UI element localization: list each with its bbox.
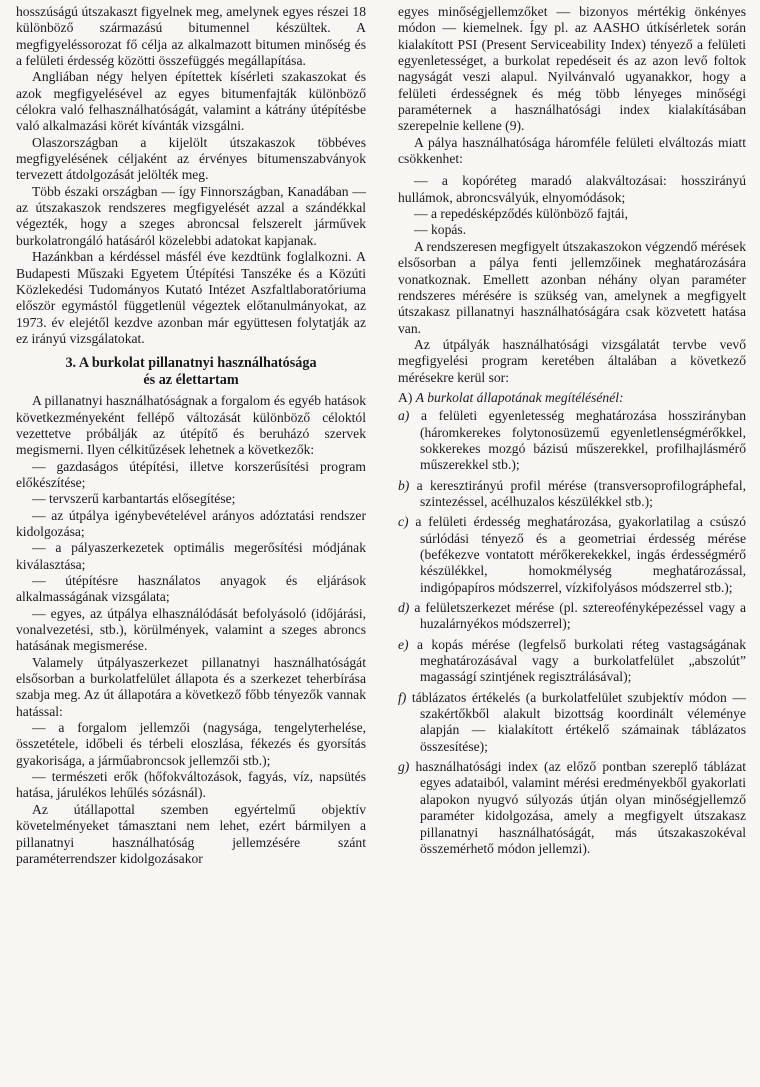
dash-list-item: — a pályaszerkezetek optimális megerősítési módjának kiválasztása; bbox=[16, 540, 366, 572]
dash-list-item: — a kopóréteg maradó alakváltozásai: hosszirányú hullámok, abroncsvályúk, elnyomódások; bbox=[398, 173, 746, 205]
section-heading-line-1: 3. A burkolat pillanatnyi használhatósága bbox=[65, 355, 317, 372]
section-heading bbox=[16, 355, 366, 389]
list-item-text: a keresztirányú profil mérése (transversoprofilográphefal, szintezéssel, acélhuzalos készülékkel stb.); bbox=[416, 477, 746, 509]
list-item-marker: e) bbox=[398, 636, 409, 652]
list-item bbox=[398, 637, 746, 686]
list-item-marker: d) bbox=[398, 600, 410, 616]
subsection-title: A burkolat állapotának megítélésénél: bbox=[415, 389, 624, 405]
list-item bbox=[398, 478, 746, 511]
list-item-text: a felületszerkezet mérése (pl. sztereofényképezéssel vagy a huzalárnyékos módszerrel); bbox=[414, 600, 746, 632]
paragraph: Több északi országban — így Finnországban, Kanadában — az útszakaszok rendszeres megfigyelését azzal a szándékkal végezték, hogy a szeges abroncsal felszerelt járművek burkolatrongáló hatásáról közelebbi adatokat kapjanak. bbox=[16, 183, 366, 248]
paragraph: Hazánkban a kérdéssel másfél éve kezdtünk foglalkozni. A Budapesti Műszaki Egyetem Útépítési Tanszéke és a Közúti Közlekedési Tudományos Kutató Intézet Aszfaltlaboratóriuma először egymástól függetlenül végeztek előtanulmányokat, az 1973. év elejétől kezdve azonban már együttesen folytatják az ez irányú vizsgálatokat. bbox=[16, 249, 366, 346]
list-item-marker: f) bbox=[398, 689, 407, 705]
paragraph: A rendszeresen megfigyelt útszakaszokon végzendő mérések elsősorban a pálya fenti jellemzőinek meghatározására vonatkoznak. Emellett azonban néhány olyan paraméter rendszeres mérésére is szükség van, amelynek a megfigyelt útszakasz pillanatnyi használhatóságára csak közvetett hatása van. bbox=[398, 238, 746, 336]
paragraph: Az útpályák használhatósági vizsgálatát tervbe vevő megfigyelési program keretében általában a következő mérésekre kerül sor: bbox=[398, 336, 746, 385]
paragraph: Valamely útpályaszerkezet pillanatnyi használhatóságát elsősorban a burkolatfelület állapota és a szerkezet teherbírása szabja meg. Az út állapotára a következő főbb tényezők vannak hatással: bbox=[16, 654, 366, 719]
list-item bbox=[398, 690, 746, 755]
list-item-text: a felületi érdesség meghatározása, gyakorlatilag a csúszó súrlódási tényező és a geometriai érdesség mérése (befékezve vontatott mérőkerekekkel, ingás érdességmérő készülékkel, homokmélység meghatározással, indigópapíros módszerrel, vízkifolyásos módszerrel stb.); bbox=[415, 514, 746, 595]
left-column bbox=[16, 4, 366, 867]
measurement-list bbox=[398, 408, 746, 857]
subsection-label: A) bbox=[398, 389, 413, 405]
list-item-text: táblázatos értékelés (a burkolatfelület szubjektív módon — szakértőkből alakult bizottság koordinált véleménye alapján — kialakított értékelő számainak táblázatos összesítése); bbox=[411, 689, 746, 754]
list-item-text: használhatósági index (az előző pontban szereplő táblázat egyes adataiból, valamint mérési eredményekből gyakorlati alapokon nyugvó súlyozás útján olyan minőségjellemző paraméter kidolgozása, amely a megfigyelt útszakasz pillanatnyi használhatóságát, más útszakaszokéval összemérhető módon jellemzi). bbox=[415, 759, 747, 856]
paragraph: A pálya használhatósága háromféle felületi elváltozás miatt csökkenhet: bbox=[398, 134, 746, 167]
dash-list-item: — tervszerű karbantartás elősegítése; bbox=[32, 491, 236, 507]
paragraph: hosszúságú útszakaszt figyelnek meg, amelynek egyes részei 18 különböző származású bitumennel készültek. A megfigyeléssorozat fő célja az alkalmazott bitumen minőség és a felületi érdesség közötti összefüggés megállapítása. bbox=[16, 4, 366, 69]
list-item bbox=[398, 600, 746, 633]
subsection-heading bbox=[398, 390, 746, 406]
dash-list-item: — természeti erők (hőfokváltozások, fagyás, víz, napsütés hatása, járulékos lehűlés sózásnál). bbox=[16, 769, 366, 801]
right-column bbox=[398, 4, 746, 857]
list-item-marker: c) bbox=[398, 514, 409, 530]
paragraph: A pillanatnyi használhatóságnak a forgalom és egyéb hatások következményeként fellépő változását különböző céloktól vezettetve próbálják az útépítő és beruházó szervek megismerni. Ilyen célkitűzések lehetnek a következők: bbox=[16, 393, 366, 458]
dash-list-item: — kopás. bbox=[414, 222, 467, 238]
dash-list-item: — az útpálya igénybevételével arányos adóztatási rendszer kidolgozása; bbox=[16, 507, 366, 539]
list-item-text: a felületi egyenletesség meghatározása hosszirányban (háromkerekes folytonosüzemű egyenletlenségmérőkkel, sokkerekes mozgó bázisú műszerekkel, profilhajlásmérő műszerekkel stb.); bbox=[420, 408, 746, 473]
paragraph: Az útállapottal szemben egyértelmű objektív követelményeket támasztani nem lehet, ezért bármilyen a pillanatnyi használhatóság jellemzésére szánt paraméterrendszer kidolgozásakor bbox=[16, 801, 366, 866]
list-item bbox=[398, 759, 746, 857]
list-item bbox=[398, 514, 746, 596]
list-item-marker: b) bbox=[398, 477, 410, 493]
list-item-marker: g) bbox=[398, 759, 410, 775]
dash-list-item: — gazdaságos útépítési, illetve korszerűsítési program előkészítése; bbox=[16, 458, 366, 490]
dash-list-item: — a repedésképződés különböző fajtái, bbox=[414, 206, 629, 222]
dash-list-item: — útépítésre használatos anyagok és eljárások alkalmasságának vizsgálata; bbox=[16, 573, 366, 605]
section-heading-line-2: és az élettartam bbox=[143, 372, 239, 389]
list-item-text: a kopás mérése (legfelső burkolati réteg vastagságának meghatározásával vagy a burkolatfelület „abszolút” magasságí szintjének regisztrálásával); bbox=[416, 636, 746, 685]
paragraph: Olaszországban a kijelölt útszakaszok többéves megfigyelésének céljaként az érvényes bitumenszabványok tervezett átdolgozását jelölték meg. bbox=[16, 134, 366, 183]
paragraph: egyes minőségjellemzőket — bizonyos mértékig önkényes módon — kiemelnek. Így pl. az AASHO útkísérletek során kialakított PSI (Present Serviceability Index) tényező a felületi egyenletességet, a burkolat repedéseit és az azon levő foltok nagyságát veszi alapul. Nyilvánvaló ugyanakkor, hogy a felületi érdességnek és még több lényeges minőségi paraméternek a használhatósági index kialakításában szerepelnie kellene (9). bbox=[398, 4, 746, 134]
dash-list-item: — egyes, az útpálya elhasználódását befolyásoló (időjárási, vonalvezetési, stb.), körülmények, valamint a szeges abroncs hatásának megismerése. bbox=[16, 605, 366, 654]
paragraph: Angliában négy helyen építettek kísérleti szakaszokat és azok megfigyelésével az egyes bitumenfajták különböző célokra való felhasználhatóságát, valamint a kátrány útépítésbe való alkalmazási körét kívánták vizsgálni. bbox=[16, 69, 366, 134]
list-item bbox=[398, 408, 746, 473]
list-item-marker: a) bbox=[398, 408, 410, 424]
dash-list-item: — a forgalom jellemzői (nagysága, tengelyterhelése, összetétele, időbeli és térbeli eloszlása, fékezés és gyorsítás gyakorisága, a járműabroncsok jellemzői stb.); bbox=[16, 720, 366, 768]
